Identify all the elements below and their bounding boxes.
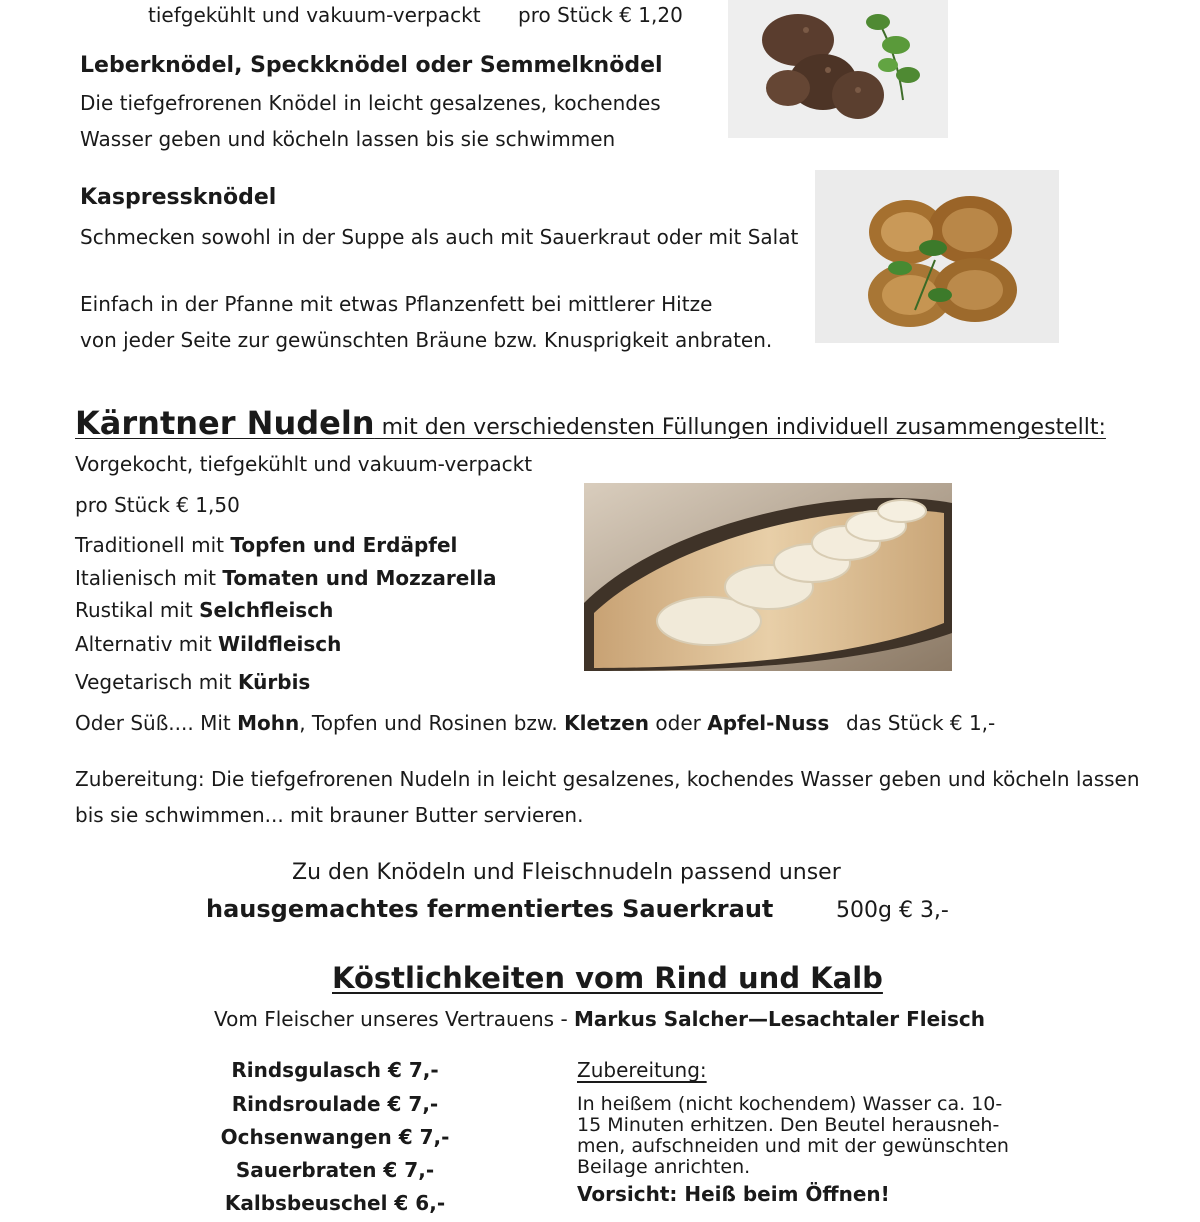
rind-item: Ochsenwangen € 7,- bbox=[220, 1125, 450, 1149]
sweet-price: das Stück € 1,- bbox=[846, 711, 996, 735]
rind-item: Kalbsbeuschel € 6,- bbox=[224, 1191, 446, 1215]
filling-1: Traditionell mit Topfen und Erdäpfel bbox=[75, 533, 458, 557]
kaerntner-nudeln-photo bbox=[584, 483, 952, 671]
nudeln-price: pro Stück € 1,50 bbox=[75, 493, 240, 517]
kaspress-line2: Einfach in der Pfanne mit etwas Pflanzenfett bei mittlerer Hitze bbox=[80, 292, 713, 316]
sauerkraut-name: hausgemachtes fermentiertes Sauerkraut bbox=[206, 895, 774, 923]
kaspress-line3: von jeder Seite zur gewünschten Bräune bzw. Knusprigkeit anbraten. bbox=[80, 328, 773, 352]
sauerkraut-price: 500g € 3,- bbox=[836, 898, 949, 923]
rind-warning: Vorsicht: Heiß beim Öffnen! bbox=[577, 1182, 890, 1206]
leber-line1: Die tiefgefrorenen Knödel in leicht gesalzenes, kochendes bbox=[80, 91, 661, 115]
rind-items bbox=[180, 1056, 490, 1222]
nudeln-note: Vorgekocht, tiefgekühlt und vakuum-verpackt bbox=[75, 452, 533, 476]
filling-2: Italienisch mit Tomaten und Mozzarella bbox=[75, 566, 497, 590]
nudeln-prep-line2: bis sie schwimmen... mit brauner Butter servieren. bbox=[75, 803, 584, 827]
dumplings-photo bbox=[728, 0, 948, 138]
kaspressknoedel-photo bbox=[815, 170, 1059, 343]
rind-prep-line: men, aufschneiden und mit der gewünschten bbox=[577, 1135, 1009, 1157]
rind-prep-line: 15 Minuten erhitzen. Den Beutel herausneh- bbox=[577, 1114, 1000, 1136]
kaspress-line1: Schmecken sowohl in der Suppe als auch mit Sauerkraut oder mit Salat bbox=[80, 225, 799, 249]
rind-item: Rindsroulade € 7,- bbox=[231, 1092, 439, 1116]
top-note: tiefgekühlt und vakuum-verpackt bbox=[148, 3, 481, 27]
rind-item: Sauerbraten € 7,- bbox=[235, 1158, 435, 1182]
filling-4: Alternativ mit Wildfleisch bbox=[75, 632, 342, 656]
rind-title: Köstlichkeiten vom Rind und Kalb bbox=[332, 961, 883, 995]
kaspress-title: Kaspressknödel bbox=[80, 185, 277, 210]
rind-prep-text bbox=[577, 1094, 1009, 1178]
rind-prep-line: In heißem (nicht kochendem) Wasser ca. 10- bbox=[577, 1093, 1003, 1115]
nudeln-title-big: Kärntner Nudeln bbox=[75, 404, 375, 442]
filling-3: Rustikal mit Selchfleisch bbox=[75, 598, 334, 622]
rind-prep-title: Zubereitung: bbox=[577, 1058, 707, 1082]
leber-title: Leberknödel, Speckknödel oder Semmelknödel bbox=[80, 53, 663, 78]
nudeln-prep-line1: Zubereitung: Die tiefgefrorenen Nudeln in leicht gesalzenes, kochendes Wasser geben und köcheln lassen bbox=[75, 767, 1140, 791]
nudeln-title-rest: mit den verschiedensten Füllungen individuell zusammengestellt: bbox=[374, 415, 1106, 440]
sweet-line: Oder Süß.... Mit Mohn, Topfen und Rosinen bzw. Kletzen oder Apfel-Nuss bbox=[75, 711, 830, 735]
filling-5: Vegetarisch mit Kürbis bbox=[75, 670, 311, 694]
sauerkraut-intro: Zu den Knödeln und Fleischnudeln passend unser bbox=[292, 860, 841, 885]
rind-prep-line: Beilage anrichten. bbox=[577, 1156, 751, 1178]
rind-item: Rindsgulasch € 7,- bbox=[231, 1058, 439, 1082]
top-price: pro Stück € 1,20 bbox=[518, 3, 683, 27]
rind-subtitle: Vom Fleischer unseres Vertrauens - Markus Salcher—Lesachtaler Fleisch bbox=[214, 1007, 986, 1031]
nudeln-heading bbox=[75, 404, 1106, 442]
leber-line2: Wasser geben und köcheln lassen bis sie schwimmen bbox=[80, 127, 616, 151]
